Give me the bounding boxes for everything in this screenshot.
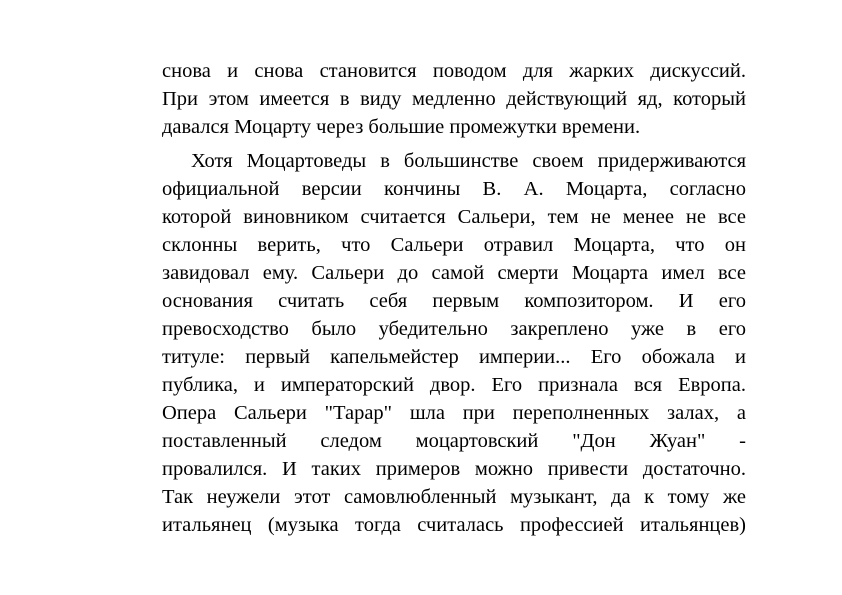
text-line: итальянец (музыка тогда считалась профессией итальянцев) bbox=[162, 514, 746, 536]
text-line: Опера Сальери "Тарар" шла при переполненных залах, а bbox=[162, 402, 746, 424]
text-line: титуле: первый капельмейстер империи... Его обожала и bbox=[162, 346, 746, 368]
text-line: официальной версии кончины В. А. Моцарта, согласно bbox=[162, 178, 746, 200]
paragraph-2 bbox=[162, 147, 746, 539]
text-line: склонны верить, что Сальери отравил Моцарта, что он bbox=[162, 234, 746, 256]
text-line: провалился. И таких примеров можно привести достаточно. bbox=[162, 458, 746, 480]
text-line: превосходство было убедительно закреплено уже в его bbox=[162, 318, 746, 340]
paragraph-1 bbox=[162, 57, 746, 141]
text-line: давался Моцарту через большие промежутки времени. bbox=[162, 116, 641, 138]
text-line: которой виновником считается Сальери, тем не менее не все bbox=[162, 206, 746, 228]
text-line: публика, и императорский двор. Его признала вся Европа. bbox=[162, 374, 746, 396]
text-line: Так неужели этот самовлюбленный музыкант, да к тому же bbox=[162, 486, 746, 508]
text-line: поставленный следом моцартовский "Дон Жуан" - bbox=[162, 430, 746, 452]
document-body bbox=[162, 57, 746, 539]
text-line: снова и снова становится поводом для жарких дискуссий. bbox=[162, 60, 746, 82]
text-line: При этом имеется в виду медленно действующий яд, который bbox=[162, 88, 746, 110]
text-line: Хотя Моцартоведы в большинстве своем придерживаются bbox=[191, 150, 746, 172]
text-line: основания считать себя первым композитором. И его bbox=[162, 290, 746, 312]
text-line: завидовал ему. Сальери до самой смерти Моцарта имел все bbox=[162, 262, 746, 284]
